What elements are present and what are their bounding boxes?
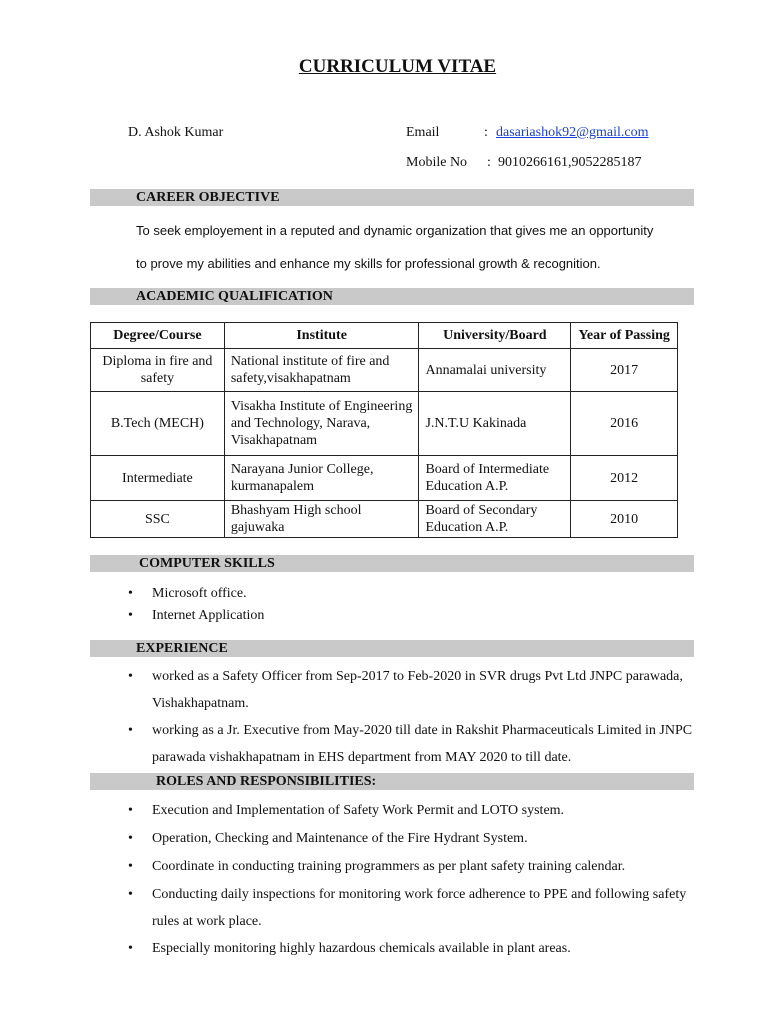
objective-line-1: To seek employement in a reputed and dynamic organization that gives me an opportunity bbox=[136, 223, 654, 238]
table-row bbox=[91, 456, 678, 501]
table-cell: National institute of fire and safety,visakhapatnam bbox=[224, 349, 419, 392]
email-label: Email bbox=[406, 125, 440, 140]
table-cell: Narayana Junior College, kurmanapalem bbox=[224, 456, 419, 501]
list-item: • Operation, Checking and Maintenance of the Fire Hydrant System. bbox=[90, 825, 694, 853]
list-item: • Coordinate in conducting training programmers as per plant safety training calendar. bbox=[90, 853, 694, 881]
table-cell: SSC bbox=[91, 501, 225, 538]
mobile-label: Mobile No bbox=[406, 155, 468, 170]
computer-skills-list bbox=[90, 583, 694, 627]
table-cell: Board of Intermediate Education A.P. bbox=[419, 456, 571, 501]
section-experience: EXPERIENCE bbox=[90, 640, 694, 657]
table-cell: Visakha Institute of Engineering and Technology, Narava, Visakhapatnam bbox=[224, 392, 419, 456]
section-career-objective: CAREER OBJECTIVE bbox=[90, 189, 694, 206]
table-cell: 2017 bbox=[571, 349, 678, 392]
table-cell: B.Tech (MECH) bbox=[91, 392, 225, 456]
list-item: • Microsoft office. bbox=[90, 583, 694, 605]
email-link[interactable]: dasariashok92@gmail.com bbox=[496, 125, 649, 140]
page-title: CURRICULUM VITAE bbox=[298, 56, 497, 77]
mobile-value: 9010266161,9052285187 bbox=[498, 155, 642, 170]
list-item: • working as a Jr. Executive from May-2020 till date in Rakshit Pharmaceuticals Limited in JNPC parawada vishakhapatnam in EHS department from MAY 2020 to till date. bbox=[90, 717, 694, 771]
table-cell: 2012 bbox=[571, 456, 678, 501]
table-cell: Annamalai university bbox=[419, 349, 571, 392]
table-cell: Bhashyam High school gajuwaka bbox=[224, 501, 419, 538]
email-separator: : bbox=[484, 125, 488, 140]
list-item: • Internet Application bbox=[90, 605, 694, 627]
candidate-name: D. Ashok Kumar bbox=[128, 125, 224, 140]
list-item: • Especially monitoring highly hazardous chemicals available in plant areas. bbox=[90, 935, 694, 963]
table-cell: J.N.T.U Kakinada bbox=[419, 392, 571, 456]
table-row bbox=[91, 349, 678, 392]
table-cell: Board of Secondary Education A.P. bbox=[419, 501, 571, 538]
table-cell: 2010 bbox=[571, 501, 678, 538]
list-item: • Conducting daily inspections for monitoring work force adherence to PPE and following safety rules at work place. bbox=[90, 881, 694, 935]
table-cell: 2016 bbox=[571, 392, 678, 456]
section-roles-responsibilities: ROLES AND RESPONSIBILITIES: bbox=[90, 773, 694, 790]
column-header: University/Board bbox=[419, 323, 571, 349]
table-header-row bbox=[91, 323, 678, 349]
table-row bbox=[91, 501, 678, 538]
section-academic-qualification: ACADEMIC QUALIFICATION bbox=[90, 288, 694, 305]
section-computer-skills: COMPUTER SKILLS bbox=[90, 555, 694, 572]
list-item: • Execution and Implementation of Safety Work Permit and LOTO system. bbox=[90, 797, 694, 825]
column-header: Year of Passing bbox=[571, 323, 678, 349]
table-cell: Intermediate bbox=[91, 456, 225, 501]
list-item: • worked as a Safety Officer from Sep-2017 to Feb-2020 in SVR drugs Pvt Ltd JNPC parawada, Vishakhapatnam. bbox=[90, 663, 694, 717]
column-header: Degree/Course bbox=[91, 323, 225, 349]
experience-list bbox=[90, 663, 694, 771]
objective-line-2: to prove my abilities and enhance my skills for professional growth & recognition. bbox=[136, 256, 601, 271]
table-row bbox=[91, 392, 678, 456]
email-value[interactable] bbox=[496, 125, 648, 141]
column-header: Institute bbox=[224, 323, 419, 349]
academic-table bbox=[90, 322, 678, 538]
mobile-separator: : bbox=[487, 155, 491, 170]
table-cell: Diploma in fire and safety bbox=[91, 349, 225, 392]
roles-list bbox=[90, 797, 694, 963]
